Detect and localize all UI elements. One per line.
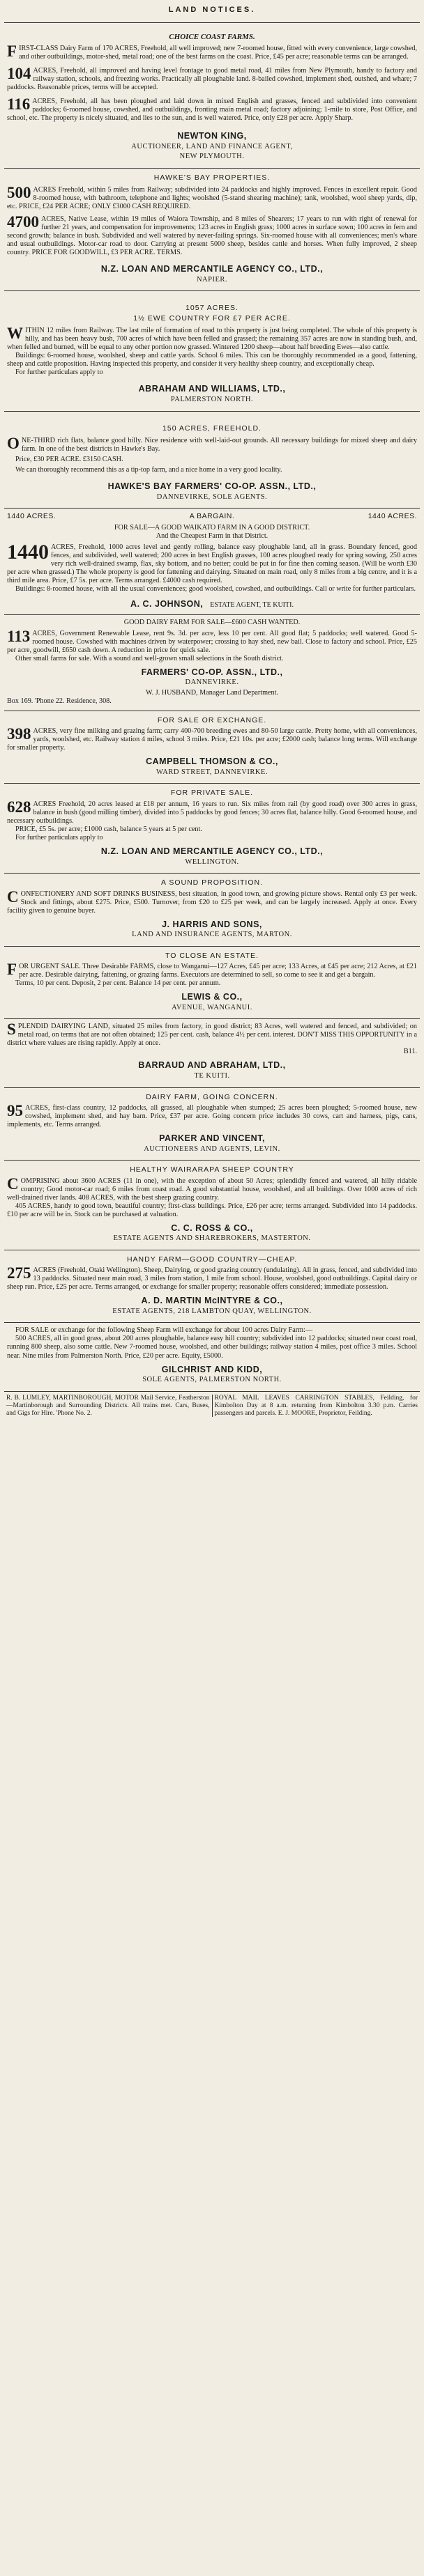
big-number: 628 — [7, 798, 31, 816]
ad-title: DAIRY FARM, GOING CONCERN. — [146, 1092, 278, 1101]
ad-gilchrist-kidd — [4, 1323, 420, 1391]
big-number: 1440 — [7, 540, 49, 564]
ad-para: For further particulars apply to — [15, 833, 103, 841]
ad-para: 500 ACRES Freehold, within 5 miles from Railway; subdivided into 24 paddocks and highly improved. Fences in excellent repair. Good 8-roomed house, with bathroom, telephone and lights; woolshed (5-stand shearing machine); tank, woolshed, wool sheep yards, dip, etc. PRICE, £24 PER ACRE; ONLY £3000 CASH REQUIRED. — [7, 184, 417, 211]
ad-title: CHOICE COAST FARMS. — [169, 32, 255, 41]
firm-location: DANNEVIRKE, SOLE AGENTS. — [156, 492, 268, 501]
ad-title: FOR SALE OR EXCHANGE. — [157, 715, 267, 724]
footer-notice-lumley: R. B. LUMLEY, MARTINBOROUGH, MOTOR Mail Service, Featherston—Martinborough and Surrounding Districts. All trains met. Cars, Buses, and Gigs for Hire. 'Phone No. 2. — [4, 1395, 213, 1418]
drop-cap: S — [7, 1021, 16, 1039]
ad-ac-johnson — [4, 509, 420, 614]
firm-location: NEW PLYMOUTH. — [179, 153, 245, 161]
big-number: 500 — [7, 184, 31, 202]
big-number: 398 — [7, 725, 31, 743]
firm-name: J. HARRIS AND SONS, — [162, 919, 262, 929]
ad-nz-loan-napier — [4, 169, 420, 292]
big-number: 275 — [7, 1264, 31, 1282]
ad-para: 104 ACRES, Freehold, all improved and having level frontage to good metal road, 41 miles from New Plymouth, handy to factory and railway station, schools, and freezing works. Practically all ploughable land. 8-bailed cowshed, implement shed, outshed, and whare; 7 paddocks. Reasonable prices, terms will be accepted. — [7, 65, 417, 92]
ad-para: ONE-THIRD rich flats, balance good hilly. Nice residence with well-laid-out grounds. All necessary buildings for mixed sheep and dairy farm. In one of the best districts in Hawke's Bay. — [7, 434, 417, 453]
ad-para: 628 ACRES Freehold, 20 acres leased at £18 per annum, 16 years to run. Six miles from rail (by good road) over 300 acres in grass, balance in bush (good milling timber), divided into 5 paddocks by good fences; 30 acres flat, balance hilly. Good 6-roomed house, and necessary outbuildings. — [7, 798, 417, 825]
ad-para: Other small farms for sale. With a sound and well-grown small selections in the South district. — [15, 654, 284, 662]
masthead — [4, 3, 420, 23]
ad-title: A SOUND PROPOSITION. — [160, 878, 264, 887]
ad-title: HANDY FARM—GOOD COUNTRY—CHEAP. — [126, 1255, 298, 1264]
ad-para: FIRST-CLASS Dairy Farm of 170 ACRES, Freehold, all well improved; new 7-roomed house, fitted with every convenience, large cowshed, and other outbuildings, motor-shed, metal road; one of the best farms on the coast. Price, £45 per acre; reasonable terms can be arranged. — [7, 42, 417, 61]
ad-title: TO CLOSE AN ESTATE. — [165, 951, 259, 960]
drop-cap: F — [7, 961, 17, 979]
ad-para: 95 ACRES, first-class country, 12 paddocks, all grassed, all ploughable when stumped; 25 acres been ploughed; 5-roomed house, new cowshed, implement shed, and hay barn. Price, £37 per acre. Going concern price includes 30 cows, cart and harness, pigs, cans, implements, etc. Terms arranged. — [7, 1101, 417, 1129]
firm-name: GILCHRIST AND KIDD, — [161, 1364, 263, 1374]
firm-name: ABRAHAM AND WILLIAMS, LTD., — [138, 384, 286, 394]
ad-newton-king — [4, 23, 420, 169]
ad-title: FOR PRIVATE SALE. — [170, 789, 254, 798]
firm-location: AVENUE, WANGANUI. — [172, 1003, 252, 1011]
ad-campbell-thomson — [4, 711, 420, 784]
drop-cap: W — [7, 325, 23, 343]
ad-title: HAWKE'S BAY PROPERTIES. — [153, 173, 271, 182]
firm-name: LEWIS & CO., — [181, 992, 243, 1002]
firm-name: N.Z. LOAN AND MERCANTILE AGENCY CO., LTD., — [100, 846, 324, 857]
ad-subtitle-2: And the Cheapest Farm in that District. — [156, 532, 268, 540]
ad-para: FOR URGENT SALE. Three Desirable FARMS, close to Wanganui—127 Acres, £45 per acre; 133 Acres, at £45 per acre; 212 Acres, at £21 per acre. Desirable dairying, fattening, or grazing farms. Executors are determined to sell, so come to see it and get a bargain. — [7, 961, 417, 979]
ad-hb-farmers — [4, 412, 420, 509]
firm-name: FARMERS' CO-OP. ASSN., LTD., — [141, 667, 283, 677]
ad-para: COMPRISING about 3600 ACRES (11 in one), with the exception of about 50 Acres; splendidly fenced and watered, all hilly ridable country; Good motor-car road; 6 miles from coast road. A good substantial house, woolshed, and all buildings. Over 1000 acres of rich well-drained river lands. 408 ACRES, with the best sheep grazing country. — [7, 1174, 417, 1202]
ad-j-harris — [4, 874, 420, 947]
drop-cap: O — [7, 434, 20, 452]
ad-para: For further particulars apply to — [15, 368, 103, 377]
firm-location: ESTATE AGENTS, 218 LAMBTON QUAY, WELLINGTON. — [112, 1308, 312, 1316]
ad-para: 113 ACRES, Government Renewable Lease, rent 9s. 3d. per acre, less 10 per cent. All good flat; 5 paddocks; well watered. Good 5-roomed house. Cowshed with machines driven by waterpower; crossing to hay shed, new bail. Close to factory and school. Price, £25 per acre, goodwill, £650 cash down. A reduction in price for quick sale. — [7, 627, 417, 654]
ad-para: 275 ACRES (Freehold, Otaki Wellington). Sheep, Dairying, or good grazing country (undulating). All in grass, fenced, and subdivided into 13 paddocks. Situated near main road, 3 miles from station, 1 mile from school. House, woolshed, good outbuildings. Capital dairy or sheep run. Price, £25 per acre. Terms arranged, or exchange for smaller property; reasonable offers considered; immediate possession. — [7, 1264, 417, 1291]
footer-notice-royal-mail: ROYAL MAIL LEAVES CARRINGTON STABLES, Feilding, for Kimbolton Day at 8 a.m. returning from Kimbolton 3.30 p.m. Carries passengers and parcels. E. J. MOORE, Proprietor, Feilding. — [214, 1394, 418, 1417]
drop-cap: C — [7, 1174, 19, 1193]
masthead-title: LAND NOTICES. — [168, 6, 256, 14]
ad-phone: Box 169. 'Phone 22. Residence, 308. — [7, 697, 112, 705]
ad-para: We can thoroughly recommend this as a tip-top farm, and a nice home in a very good locality. — [15, 465, 282, 474]
drop-cap: C — [7, 887, 19, 906]
firm-name: N.Z. LOAN AND MERCANTILE AGENCY CO., LTD., — [100, 264, 324, 274]
firm-name: C. C. ROSS & CO., — [171, 1223, 253, 1233]
ad-title: 1057 ACRES. — [186, 304, 238, 313]
ad-farmers-co-op-dannevirke — [4, 615, 420, 711]
firm-location: SOLE AGENTS, PALMERSTON NORTH. — [142, 1376, 282, 1384]
drop-cap: F — [7, 42, 17, 60]
ad-para: 1440 ACRES, Freehold, 1000 acres level and gently rolling, balance easy ploughable land, all in grass. Boundary fenced, good fences, and subdivided, well watered; 200 acres in best English grasses, 100 acres ploughed ready for spring sowing, 250 acres very rich well-drained swamp, flax, sky bottom, and no better; could be put in for fine then coming season. (Will be worth £30 per acre when grassed.) The whole property is good for fattening and dairying. Situated on main road, only 8 miles from a big centre, and it is a third mile area. Price, £7 5s. per acre. Terms arranged. £4000 cash required. — [7, 540, 417, 584]
ad-terms: Terms, 10 per cent. Deposit, 2 per cent. Balance 14 per cent. per annum. — [15, 979, 221, 988]
big-number: 4700 — [7, 213, 39, 231]
firm-description: ESTATE AGENT, TE KUITI. — [210, 600, 294, 609]
ad-para: 116 ACRES, Freehold, all has been ploughed and laid down in mixed English and grasses, fenced and subdivided into convenient paddocks; 6-roomed house, cowshed, and outbuildings, fronting main metal road; factory adjoining; 1-mile to store, Post Office, and school, etc. The property is nicely situated, and lies to the sun, and is well watered. Price, only £28 per acre. Apply Sharp. — [7, 95, 417, 123]
firm-location: NAPIER. — [196, 276, 228, 284]
ad-nz-loan-wellington — [4, 784, 420, 874]
ad-para: 4700 ACRES, Native Lease, within 19 miles of Waiora Township, and 8 miles of Shearers; 17 years to run with right of renewal for further 21 years, and compensation for improvements; 123 acres in English grass; 1000 acres in surface sown; 100 acres in fern and second growth; balance in bush. Subdivided and well watered by never-failing springs. Six-roomed house with all conveniences; men's whare and usual outbuildings. Motor-car road to door. Carrying at present 5000 sheep, besides cattle and horses. When fully improved, 2 sheep country. PRICE FOR GOODWILL, £3 PER ACRE. TERMS. — [7, 213, 417, 257]
firm-name: BARRAUD AND ABRAHAM, LTD., — [138, 1060, 286, 1071]
firm-name: HAWKE'S BAY FARMERS' CO-OP. ASSN., LTD., — [107, 481, 317, 491]
ad-para: Buildings: 6-roomed house, woolshed, sheep and cattle yards. School 6 miles. This can be thoroughly recommended as a good, fattening, sheep and cattle proposition. Having inspected this property, and consider it very healthy sheep country, and exceptionally cheap. — [7, 352, 417, 368]
ad-barraud-abraham — [4, 1019, 420, 1087]
big-number: 113 — [7, 627, 31, 645]
firm-location: PALMERSTON NORTH. — [170, 396, 254, 404]
ad-abraham-williams — [4, 291, 420, 411]
ad-parker-vincent — [4, 1088, 420, 1161]
firm-location: LAND AND INSURANCE AGENTS, MARTON. — [132, 931, 292, 939]
ad-title: HEALTHY WAIRARAPA SHEEP COUNTRY — [130, 1165, 294, 1174]
firm-name: NEWTON KING, — [177, 131, 247, 141]
ad-para: 405 ACRES, handy to good town, beautiful country; first-class buildings. Price, £26 per acre; terms arranged. Subdivided into 14 paddocks. £10 per acre will be in. Stock can be purchased at valuation. — [7, 1202, 417, 1218]
ad-title: GOOD DAIRY FARM FOR SALE—£600 CASH WANTED. — [123, 618, 301, 626]
firm-description: AUCTIONEER, LAND AND FINANCE AGENT, — [131, 142, 293, 150]
firm-name: PARKER AND VINCENT, — [159, 1133, 265, 1144]
firm-location: ESTATE AGENTS AND SHAREBROKERS, MASTERTON. — [113, 1234, 311, 1243]
ad-para: 500 ACRES, all in good grass, about 200 acres ploughable, balance easy hill country; subdivided into 12 paddocks; situated near coast road, running 800 sheep, also some cattle. New 7-roomed house, woolshed, and other buildings; railway station 4 miles, post office 3 miles. School near. Nine miles from Palmerston North. Price, £20 per acre. Equity, £5000. — [7, 1335, 417, 1360]
ad-martin-mcintyre — [4, 1250, 420, 1324]
firm-line — [7, 599, 417, 610]
ad-contact: W. J. HUSBAND, Manager Land Department. — [145, 688, 279, 697]
ad-para: CONFECTIONERY AND SOFT DRINKS BUSINESS, best situation, in good town, and growing picture shows. Rental only £3 per week. Stock and fittings, about £275. Price, £500. Turnover, from £20 to £25 per week, and can be largely increased. Apply at once. Every facility given to genuine buyer. — [7, 887, 417, 915]
ad-title: 150 ACRES, FREEHOLD. — [162, 424, 262, 433]
ad-cc-ross — [4, 1161, 420, 1250]
firm-name: CAMPBELL THOMSON & CO., — [146, 756, 278, 767]
big-number: 116 — [7, 95, 31, 114]
firm-location: DANNEVIRKE. — [185, 678, 239, 687]
ad-para: Buildings: 8-roomed house, with all the usual conveniences; good woolshed, cowshed, and outbuildings. Call or write for further particulars. — [15, 584, 416, 593]
ad-code: B11. — [403, 1048, 417, 1056]
ad-para: FOR SALE or exchange for the following Sheep Farm will exchange for about 100 acres Dairy Farm:— — [15, 1326, 313, 1335]
ad-header-row: 1440 ACRES. A BARGAIN. 1440 ACRES. — [7, 512, 417, 521]
ad-para: WITHIN 12 miles from Railway. The last mile of formation of road to this property is just being completed. The whole of this property is hilly, and has been heavy bush, 700 acres of which have been felled and grassed; the remaining 357 acres are now in standing bush, and, when felled and burned, will be equal to any other portion now grassed. Wintered 1200 sheep—about half breeding Ewes—also cattle. — [7, 325, 417, 352]
ad-price: PRICE, £5 5s. per acre; £1000 cash, balance 5 years at 5 per cent. — [15, 825, 202, 833]
newspaper-page — [4, 0, 420, 1420]
big-number: 104 — [7, 65, 31, 82]
ad-lewis — [4, 947, 420, 1020]
firm-location: AUCTIONEERS AND AGENTS, LEVIN. — [144, 1145, 280, 1153]
footer-notices — [4, 1392, 420, 1418]
ad-subtitle: FOR SALE—A GOOD WAIKATO FARM IN A GOOD DISTRICT. — [114, 523, 310, 532]
firm-name: A. C. JOHNSON, — [130, 598, 204, 609]
ad-para: 398 ACRES, very fine milking and grazing farm; carry 400-700 breeding ewes and 80-50 large cattle. Pretty home, with all conveniences, yards, woolshed, etc. Railway station 4 miles, school 3 miles. Price, £21 10s. per acre; £2000 cash; balance long terms. Will exchange for smaller property. — [7, 725, 417, 752]
ad-para: SPLENDID DAIRYING LAND, situated 25 miles from factory, in good district; 83 Acres, well watered and fenced, and subdivided; on metal road, on terms that are not often obtained; 125 per cent. cash, balance 4½ per cent. interest. DON'T MISS THIS OPPORTUNITY in a district where values are rising rapidly. Apply at once. — [7, 1021, 417, 1048]
firm-name: A. D. MARTIN McINTYRE & CO., — [141, 1296, 283, 1306]
firm-location: TE KUITI. — [194, 1072, 230, 1080]
firm-location: WELLINGTON. — [185, 858, 239, 866]
ad-subtitle: 1½ EWE COUNTRY FOR £7 PER ACRE. — [133, 313, 291, 323]
big-number: 95 — [7, 1101, 23, 1119]
ad-price: Price, £30 PER ACRE. £3150 CASH. — [15, 455, 123, 463]
firm-location: WARD STREET, DANNEVIRKE. — [156, 768, 268, 777]
